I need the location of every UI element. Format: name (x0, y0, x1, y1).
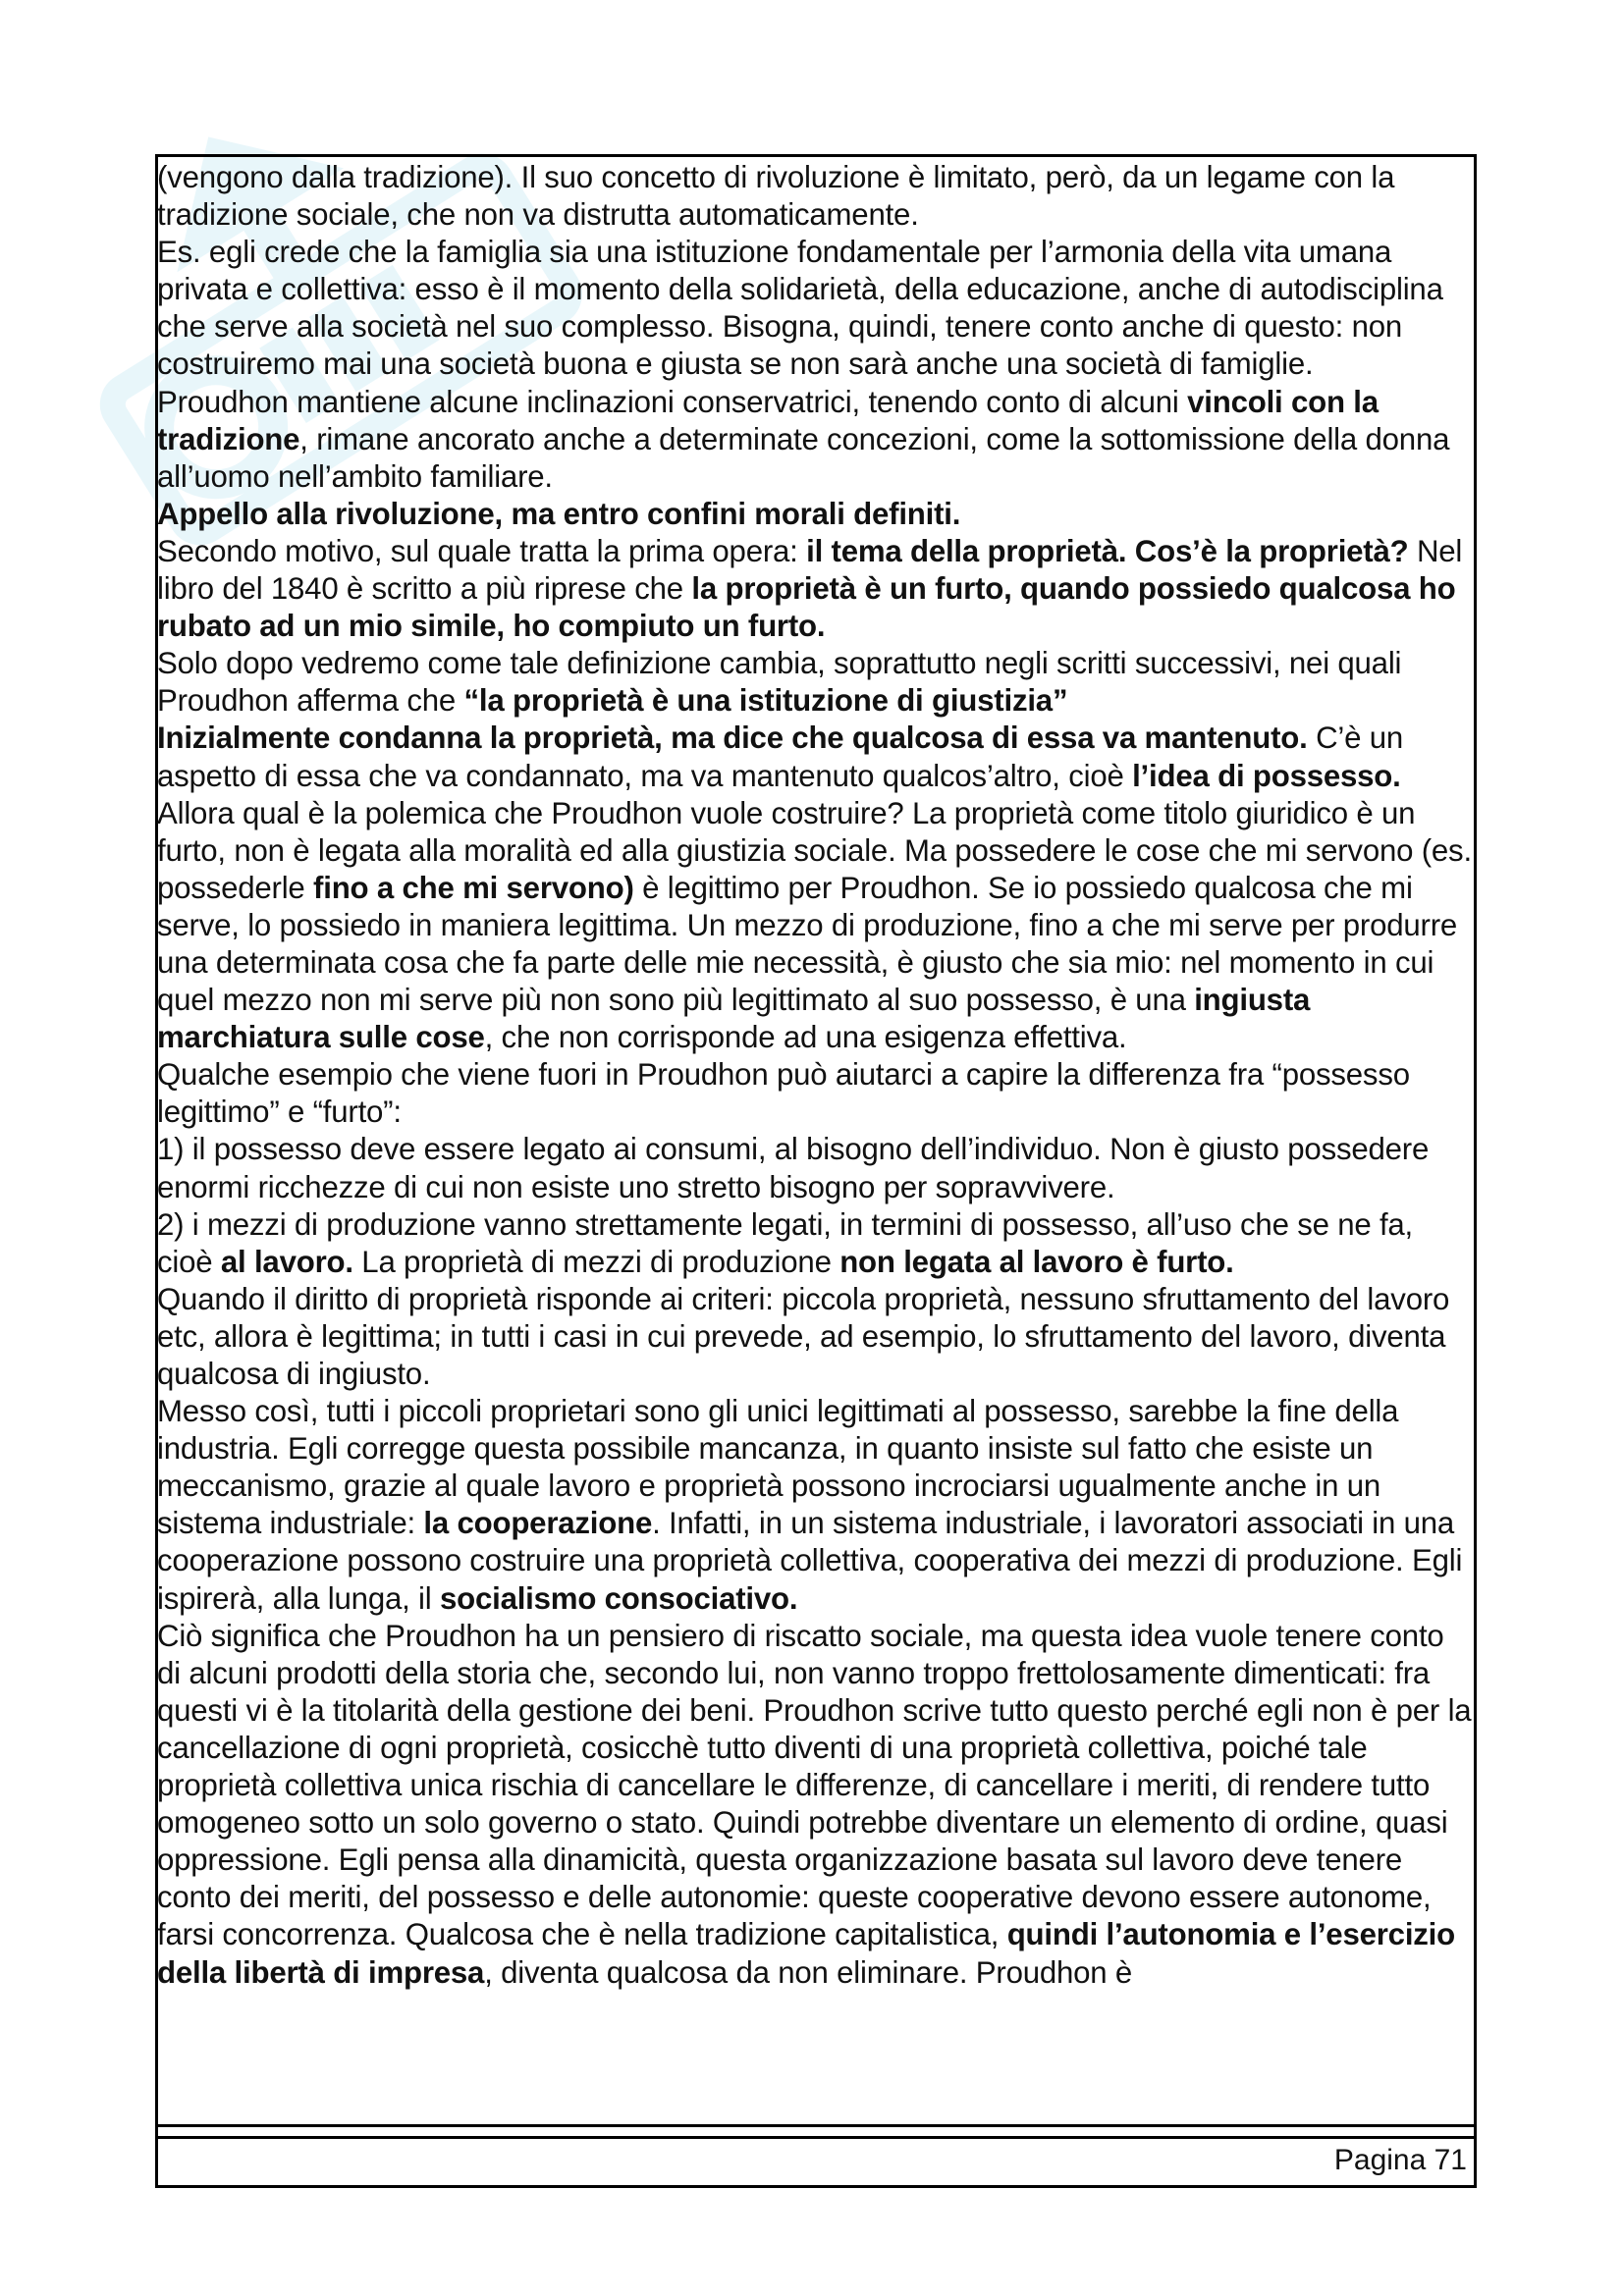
paragraph (157, 533, 1473, 645)
footer-rule-top (155, 2124, 1477, 2127)
paragraph (157, 384, 1473, 496)
paragraph (157, 720, 1473, 1056)
page-number: Pagina 71 (1333, 2144, 1467, 2176)
text-run: Qualche esempio che viene fuori in Proudhon può aiutarci a capire la differenza fra “possesso legittimo” e “furto”: (157, 1057, 1410, 1130)
text-run: Allora qual è la polemica che Proudhon vuole costruire? La proprietà come titolo giuridico è un furto, non è legata alla moralità ed alla giustizia sociale. Ma possedere le cose che mi servono (es. possederle (157, 795, 1472, 905)
paragraph (157, 1131, 1473, 1205)
text-run: Nel libro del 1840 è scritto a più riprese che (157, 533, 1463, 607)
page-footer (157, 2139, 1471, 2184)
text-run: Es. egli crede che la famiglia sia una istituzione fondamentale per l’armonia della vita umana privata e collettiva: esso è il momento della solidarietà, della educazione, anche di autodisciplina che serve alla società nel suo complesso. Bisogna, quindi, tenere conto anche di questo: non costruiremo mai una società buona e giusta se non sarà anche una società di famiglie. (157, 235, 1443, 382)
text-run: Quando il diritto di proprietà risponde ai criteri: piccola proprietà, nessuno sfruttamento del lavoro etc, allora è legittima; in tutti i casi in cui prevede, ad esempio, lo sfruttamento del lavoro, diventa qualcosa di ingiusto. (157, 1281, 1450, 1391)
text-run: è legittimo per Proudhon. Se io possiedo qualcosa che mi serve, lo possiedo in maniera legittima. Un mezzo di produzione, fino a che mi serve per produrre una determinata cosa che fa parte delle mie necessità, è giusto che sia mio: nel momento in cui quel mezzo non mi serve più non sono più legittimato al suo possesso, è una (157, 870, 1458, 1018)
bold-text: Appello alla rivoluzione, ma entro confini morali definiti. (157, 496, 961, 531)
bold-text: Inizialmente condanna la proprietà, ma dice che qualcosa di essa va mantenuto. (157, 721, 1308, 756)
bold-text: l’idea di possesso. (1132, 758, 1401, 793)
text-run: 2) i mezzi di produzione vanno strettamente legati, in termini di possesso, all’uso che se ne fa, cioè (157, 1206, 1414, 1279)
text-run: La proprietà di mezzi di produzione (352, 1244, 840, 1279)
bold-text: vincoli con la tradizione (157, 384, 1379, 456)
document-body (157, 159, 1473, 2120)
paragraph (157, 645, 1473, 720)
text-run: (vengono dalla tradizione). Il suo concetto di rivoluzione è limitato, però, da un legame con la tradizione sociale, che non va distrutta automaticamente. (157, 160, 1395, 233)
text-run: Proudhon mantiene alcune inclinazioni conservatrici, tenendo conto di alcuni (157, 384, 1188, 419)
text-run: Ciò significa che Proudhon ha un pensiero di riscatto sociale, ma questa idea vuole tenere conto di alcuni prodotti della storia che, secondo lui, non vanno troppo frettolosamente dimenticati: fra questi vi è la titolarità della gestione dei beni. Proudhon scrive tutto questo perché egli non è per la cancellazione di ogni proprietà, cosicchè tutto diventi di una proprietà collettiva, poiché tale proprietà collettiva unica rischia di cancellare le differenze, di cancellare i meriti, di rendere tutto omogeneo sotto un solo governo o stato. Quindi potrebbe diventare un elemento di ordine, quasi oppressione. Egli pensa alla dinamicità, questa organizzazione basata sul lavoro deve tenere conto dei meriti, del possesso e delle autonomie: queste cooperative devono essere autonome, farsi concorrenza. Qualcosa che è nella tradizione capitalistica, (157, 1618, 1472, 1952)
bold-text: la proprietà è un furto, quando possiedo qualcosa ho rubato ad un mio simile, ho compiuto un furto. (157, 571, 1456, 644)
text-run: Messo così, tutti i piccoli proprietari sono gli unici legittimati al possesso, sarebbe la fine della industria. Egli corregge questa possibile mancanza, in quanto insiste sul fatto che esiste un meccanismo, grazie al quale lavoro e proprietà possono incrociarsi ugualmente anche in un sistema industriale: (157, 1394, 1399, 1541)
paragraph (157, 1618, 1473, 1992)
bold-text: il tema della proprietà. Cos’è la proprietà? (806, 533, 1409, 568)
paragraph (157, 159, 1473, 234)
text-run: , diventa qualcosa da non eliminare. Proudhon è (484, 1954, 1133, 1990)
paragraph (157, 234, 1473, 383)
paragraph (157, 1206, 1473, 1281)
paragraph (157, 496, 1473, 533)
bold-text: fino a che mi servono) (313, 870, 634, 905)
text-run: 1) il possesso deve essere legato ai consumi, al bisogno dell’individuo. Non è giusto possedere enormi ricchezze di cui non esiste uno stretto bisogno per sopravvivere. (157, 1132, 1430, 1204)
text-run: , rimane ancorato anche a determinate concezioni, come la sottomissione della donna all’uomo nell’ambito familiare. (157, 421, 1450, 494)
bold-text: “la proprietà è una istituzione di giustizia” (463, 683, 1068, 719)
text-run: Solo dopo vedremo come tale definizione cambia, soprattutto negli scritti successivi, nei quali Proudhon afferma che (157, 646, 1402, 719)
bold-text: socialismo consociativo. (439, 1580, 798, 1616)
bold-text: la cooperazione (423, 1506, 653, 1541)
paragraph (157, 1393, 1473, 1618)
paragraph (157, 1281, 1473, 1393)
bold-text: al lavoro. (220, 1244, 353, 1279)
paragraph (157, 1056, 1473, 1131)
text-run: , che non corrisponde ad una esigenza effettiva. (484, 1020, 1127, 1055)
bold-text: quindi l’autonomia e l’esercizio della libertà di impresa (157, 1917, 1455, 1990)
text-run: C’è un aspetto di essa che va condannato, ma va mantenuto qualcos’altro, cioè (157, 721, 1404, 793)
text-run: . Infatti, in un sistema industriale, i lavoratori associati in una cooperazione possono costruire una proprietà collettiva, cooperativa dei mezzi di produzione. Egli ispirerà, alla lunga, il (157, 1506, 1463, 1616)
bold-text: non legata al lavoro è furto. (839, 1244, 1234, 1279)
text-run: Secondo motivo, sul quale tratta la prima opera: (157, 533, 807, 568)
bold-text: ingiusta marchiatura sulle cose (157, 983, 1311, 1055)
